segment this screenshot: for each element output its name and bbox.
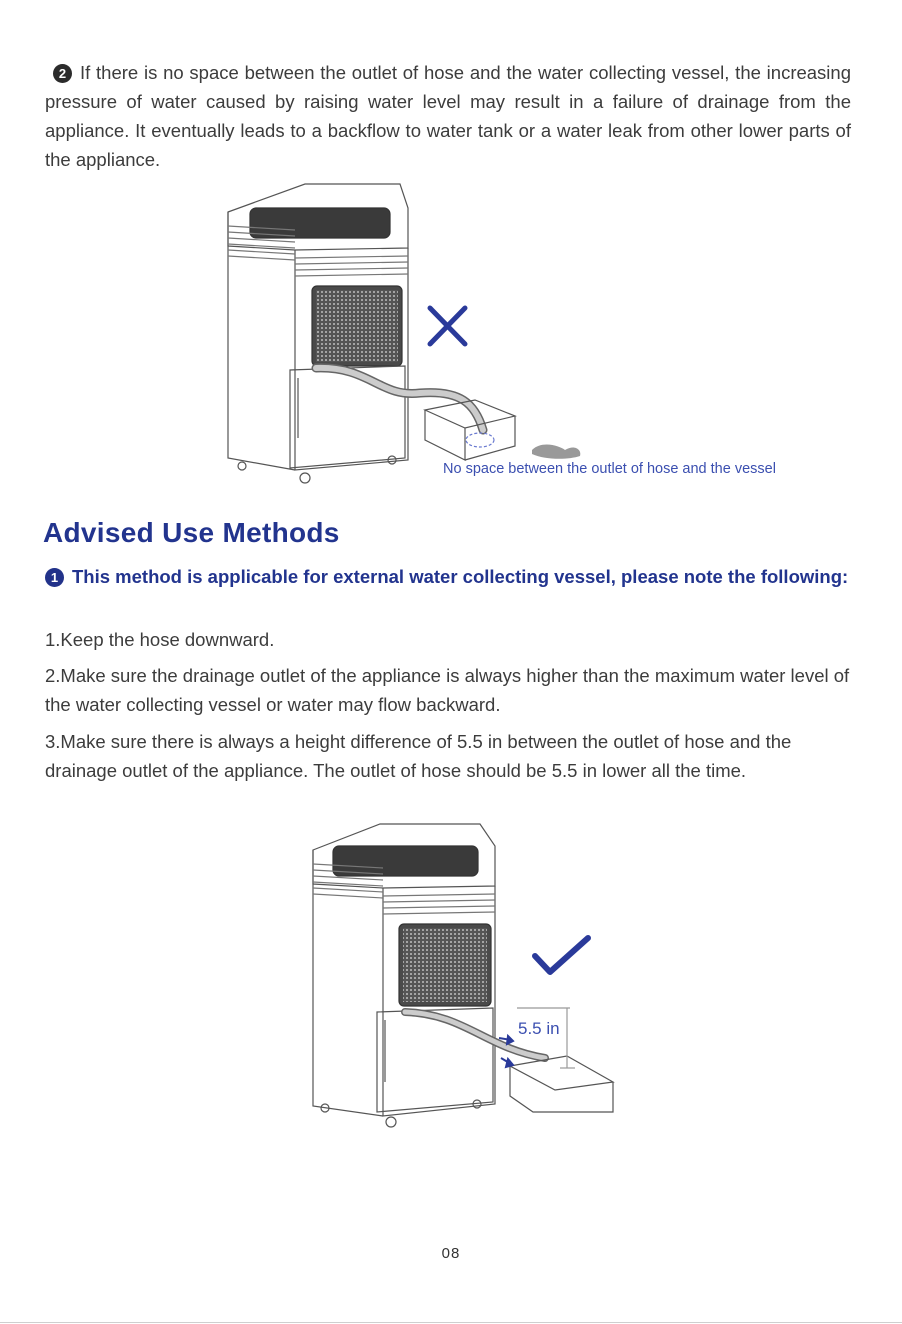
step-2: 2.Make sure the drainage outlet of the appliance is always higher than the maximum water level of the water collecting vessel or water may flow backward. — [45, 665, 850, 715]
section-subheading — [45, 562, 851, 591]
subheading-text: This method is applicable for external water collecting vessel, please note the following: — [72, 566, 849, 587]
step-number-badge: 2 — [53, 64, 72, 83]
checkmark-icon — [535, 938, 588, 972]
step-3: 3.Make sure there is always a height difference of 5.5 in between the outlet of hose and the drainage outlet of the appliance. The outlet of hose should be 5.5 in lower all the time. — [45, 731, 792, 781]
height-difference-label: 5.5 in — [518, 1019, 560, 1038]
intro-text: If there is no space between the outlet of hose and the water collecting vessel, the increasing pressure of water caused by raising water level may result in a failure of drainage from the appliance. It eventually leads to a backflow to water tank or a water leak from other lower parts of the appliance. — [45, 62, 851, 170]
cross-icon — [430, 308, 465, 344]
section-heading: Advised Use Methods — [43, 517, 340, 548]
figure-wrong-drainage — [220, 178, 820, 498]
figure1-caption: No space between the outlet of hose and the vessel — [443, 461, 776, 477]
intro-paragraph — [45, 58, 851, 174]
method-number-badge: 1 — [45, 568, 64, 587]
footer-divider — [0, 1322, 902, 1323]
figure-correct-drainage — [305, 820, 625, 1140]
step-1: 1.Keep the hose downward. — [45, 629, 275, 650]
page-number: 08 — [441, 1245, 461, 1262]
